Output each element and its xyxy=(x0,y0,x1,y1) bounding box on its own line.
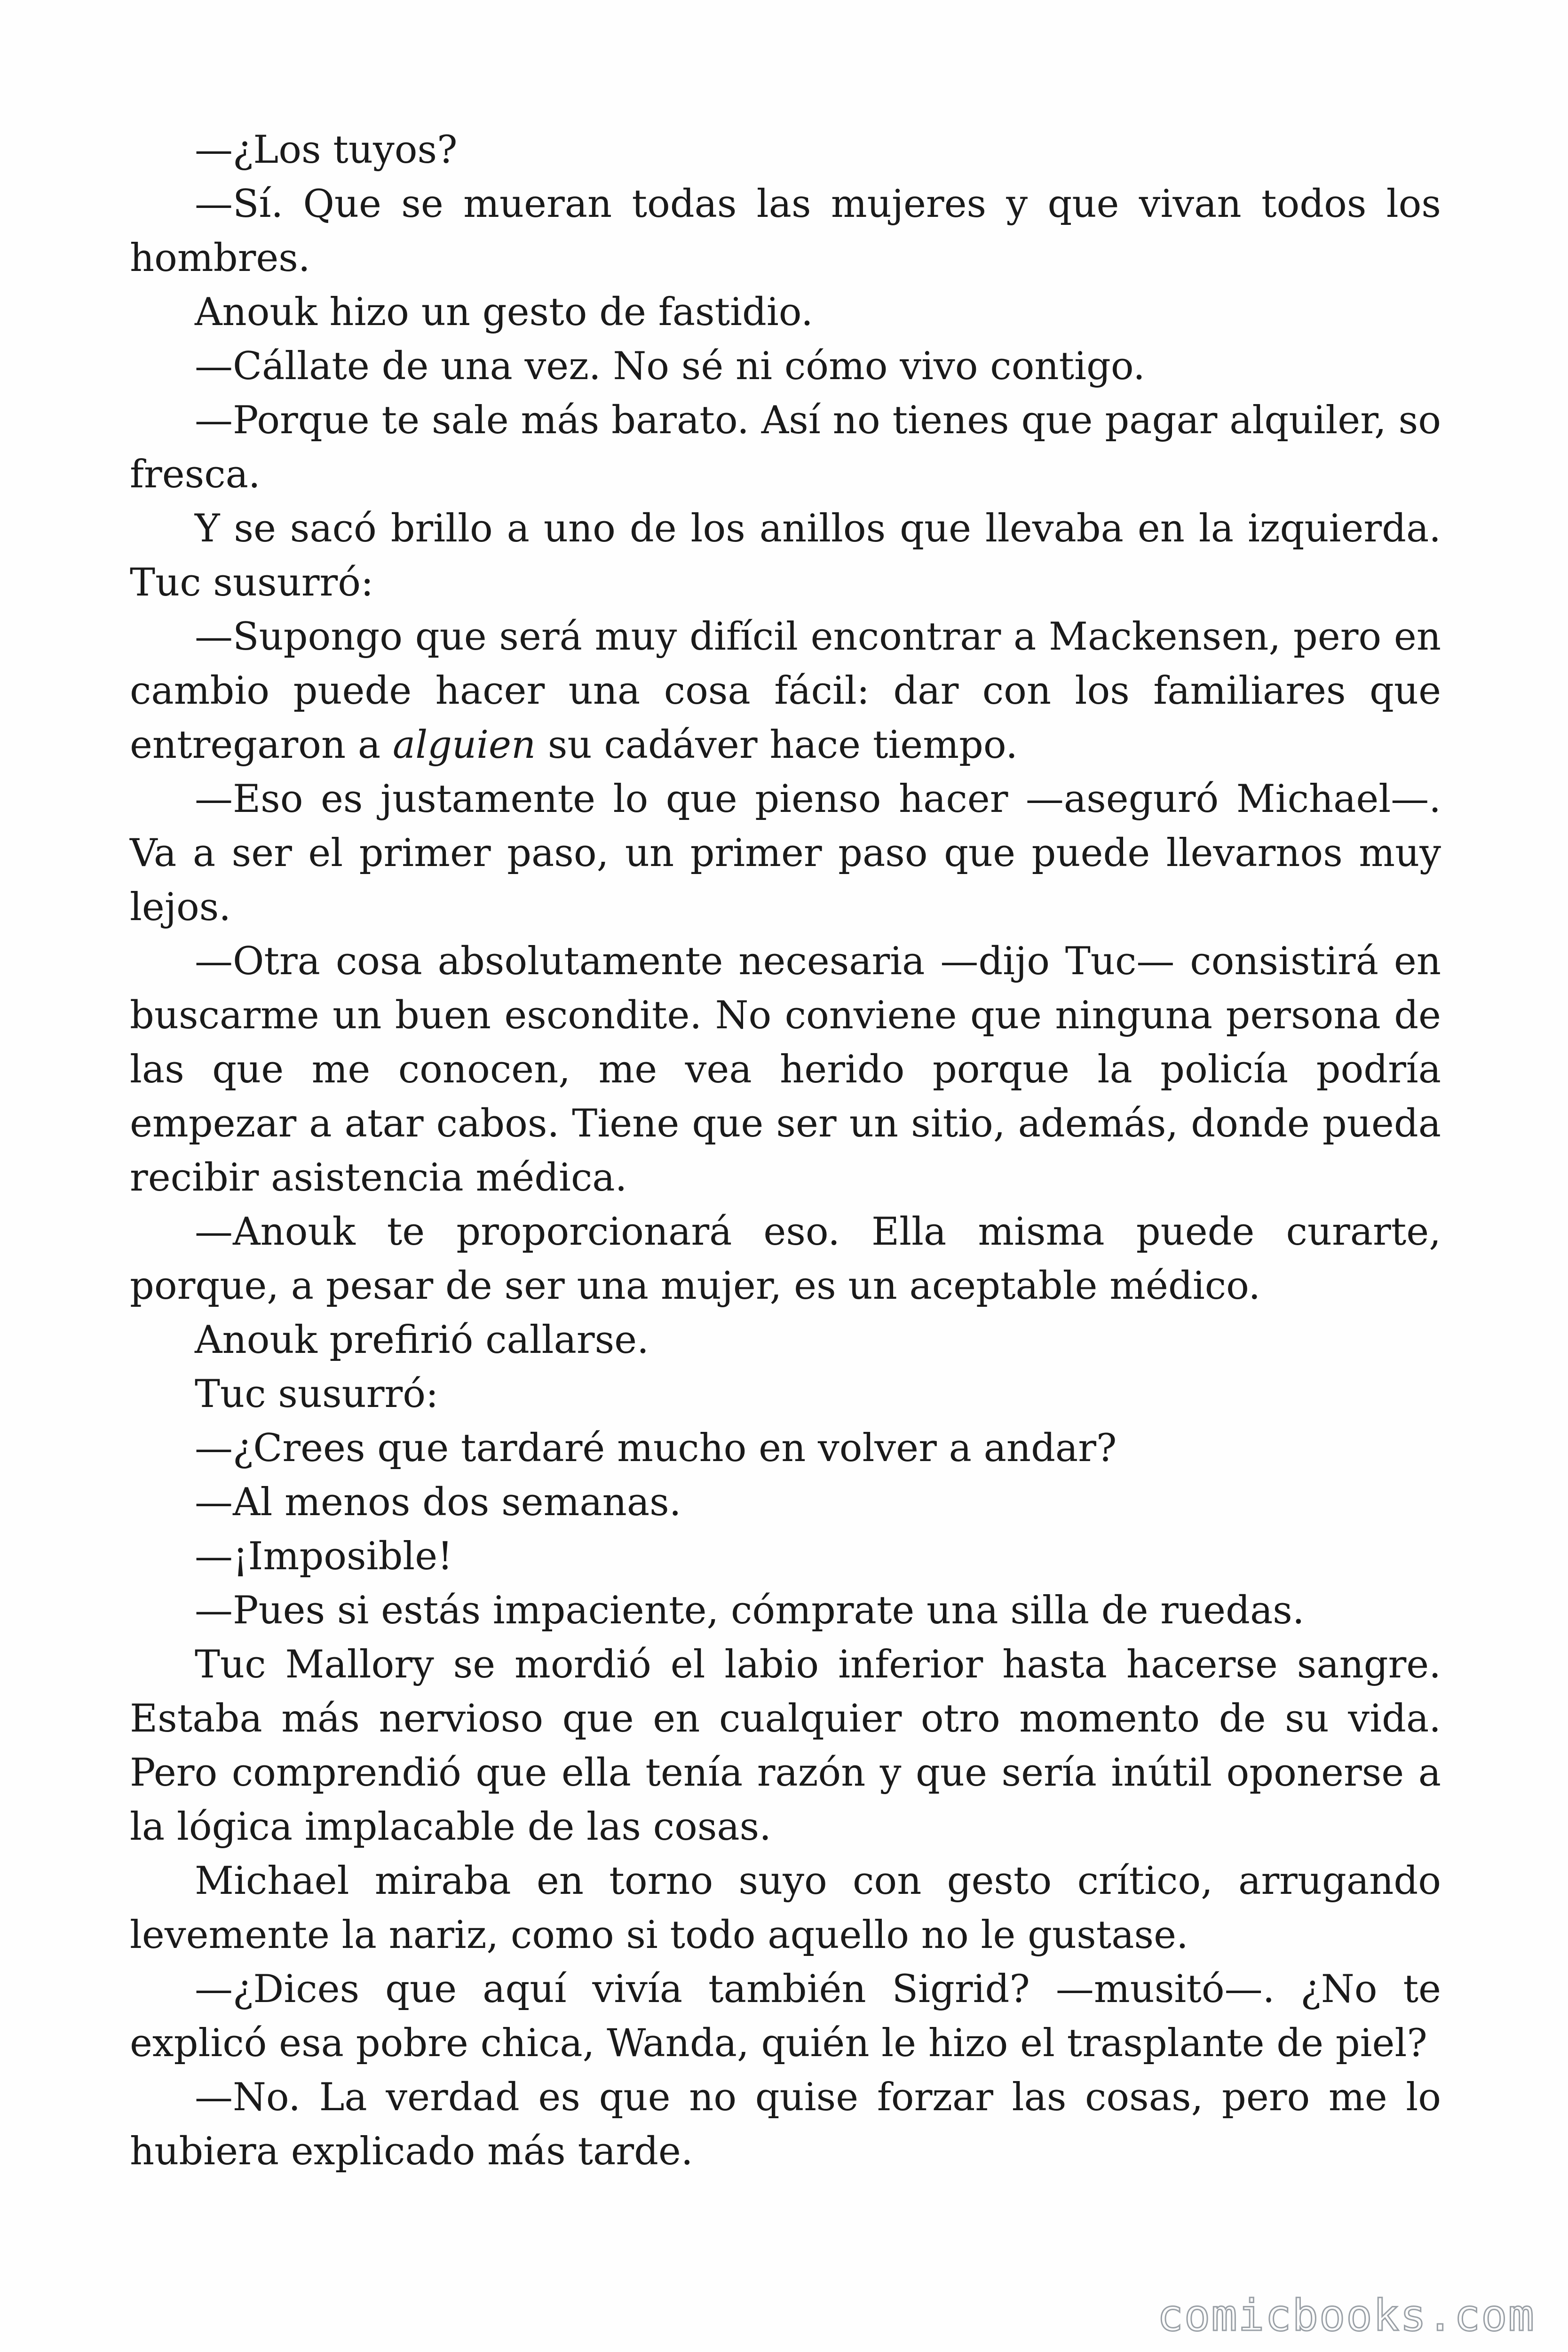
paragraph: Y se sacó brillo a uno de los anillos que llevaba en la izquierda. Tuc susurró: xyxy=(130,507,1441,605)
emphasis-text: alguien xyxy=(392,723,536,767)
paragraph: —¿Crees que tardaré mucho en volver a andar? xyxy=(195,1426,1117,1470)
paragraph: —¿Los tuyos? xyxy=(195,128,458,172)
paragraph: —No. La verdad es que no quise forzar las cosas, pero me lo hubiera explicado más tarde. xyxy=(130,2075,1441,2174)
paragraph: —¿Dices que aquí vivía también Sigrid? —musitó—. ¿No te explicó esa pobre chica, Wanda, quién le hizo el trasplante de piel? xyxy=(130,1967,1441,2066)
paragraph: —Otra cosa absolutamente necesaria —dijo Tuc— consistirá en buscarme un buen escondite. No conviene que ninguna persona de las que me conocen, me vea herido porque la policía podría empezar a atar cabos. Tiene que ser un sitio, además, donde pueda recibir asistencia médica. xyxy=(130,939,1441,1200)
paragraph: —Cállate de una vez. No sé ni cómo vivo contigo. xyxy=(195,344,1145,389)
paragraph: —Pues si estás impaciente, cómprate una silla de ruedas. xyxy=(195,1589,1305,1633)
page-body xyxy=(130,123,1441,2179)
paragraph: Michael miraba en torno suyo con gesto crítico, arrugando levemente la nariz, como si todo aquello no le gustase. xyxy=(130,1859,1441,1957)
paragraph-text: —Supongo que será muy difícil encontrar a Mackensen, pero en cambio puede hacer una cosa fácil: dar con los familiares que entregaron a xyxy=(130,615,1441,767)
paragraph: Tuc susurró: xyxy=(195,1372,439,1416)
paragraph: —Eso es justamente lo que pienso hacer —aseguró Michael—. Va a ser el primer paso, un primer paso que puede llevarnos muy lejos. xyxy=(130,777,1441,930)
paragraph: —Anouk te proporcionará eso. Ella misma puede curarte, porque, a pesar de ser una mujer, es un aceptable médico. xyxy=(130,1210,1441,1308)
paragraph: —Al menos dos semanas. xyxy=(195,1480,681,1525)
paragraph xyxy=(130,610,1441,772)
paragraph: —¡Imposible! xyxy=(195,1534,453,1579)
paragraph: —Sí. Que se mueran todas las mujeres y que vivan todos los hombres. xyxy=(130,182,1441,280)
paragraph: —Porque te sale más barato. Así no tienes que pagar alquiler, so fresca. xyxy=(130,398,1441,497)
watermark: comicbooks.com xyxy=(1157,2290,1535,2341)
paragraph-text: su cadáver hace tiempo. xyxy=(536,723,1018,767)
paragraph: Anouk prefirió callarse. xyxy=(195,1318,649,1362)
paragraph: Tuc Mallory se mordió el labio inferior hasta hacerse sangre. Estaba más nervioso que en cualquier otro momento de su vida. Pero comprendió que ella tenía razón y que sería inútil oponerse a la lógica implacable de las cosas. xyxy=(130,1643,1441,1849)
paragraph: Anouk hizo un gesto de fastidio. xyxy=(195,290,813,334)
